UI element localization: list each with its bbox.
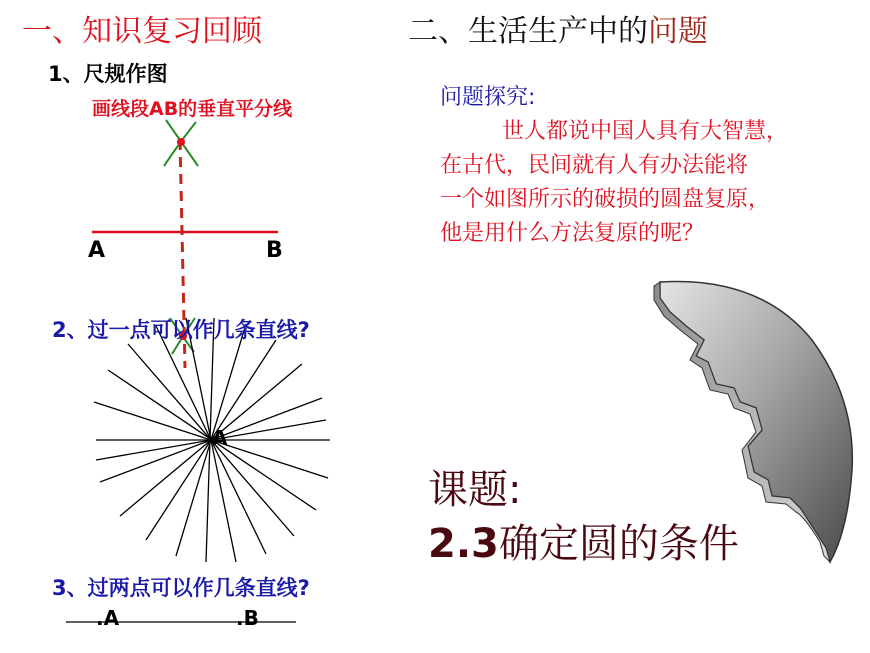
section1-subtitle: 画线段AB的垂直平分线 — [92, 98, 293, 120]
two-point-b-label: .B — [236, 606, 259, 630]
problem-line-2: 在古代，民间就有人有办法能将 — [440, 153, 749, 178]
section1-label: 1、尺规作图 — [48, 62, 168, 86]
topic-title-text: 确定圆的条件 — [498, 521, 739, 567]
topic-number: 2.3 — [428, 521, 499, 567]
problem-heading: 问题探究: — [440, 85, 536, 110]
problem-line-3: 一个如图所示的破损的圆盘复原， — [440, 187, 771, 212]
center-point-label: A — [212, 426, 228, 450]
topic-label: 课题: — [428, 467, 522, 513]
point-a-label: A — [88, 238, 106, 263]
right-header-highlight: 问题 — [648, 14, 708, 49]
topic-title — [428, 512, 739, 569]
left-header: 一、知识复习回顾 — [22, 14, 262, 49]
section2-label: 2、过一点可以作几条直线? — [52, 318, 310, 342]
two-point-a-label: .A — [96, 606, 120, 630]
problem-line-4: 他是用什么方法复原的呢？ — [440, 221, 705, 246]
section3-label: 3、过两点可以作几条直线? — [52, 576, 310, 600]
problem-line-1: 世人都说中国人具有大智慧， — [502, 119, 789, 144]
right-header-prefix: 二、生活生产中的 — [408, 14, 648, 49]
point-b-label: B — [266, 238, 283, 263]
